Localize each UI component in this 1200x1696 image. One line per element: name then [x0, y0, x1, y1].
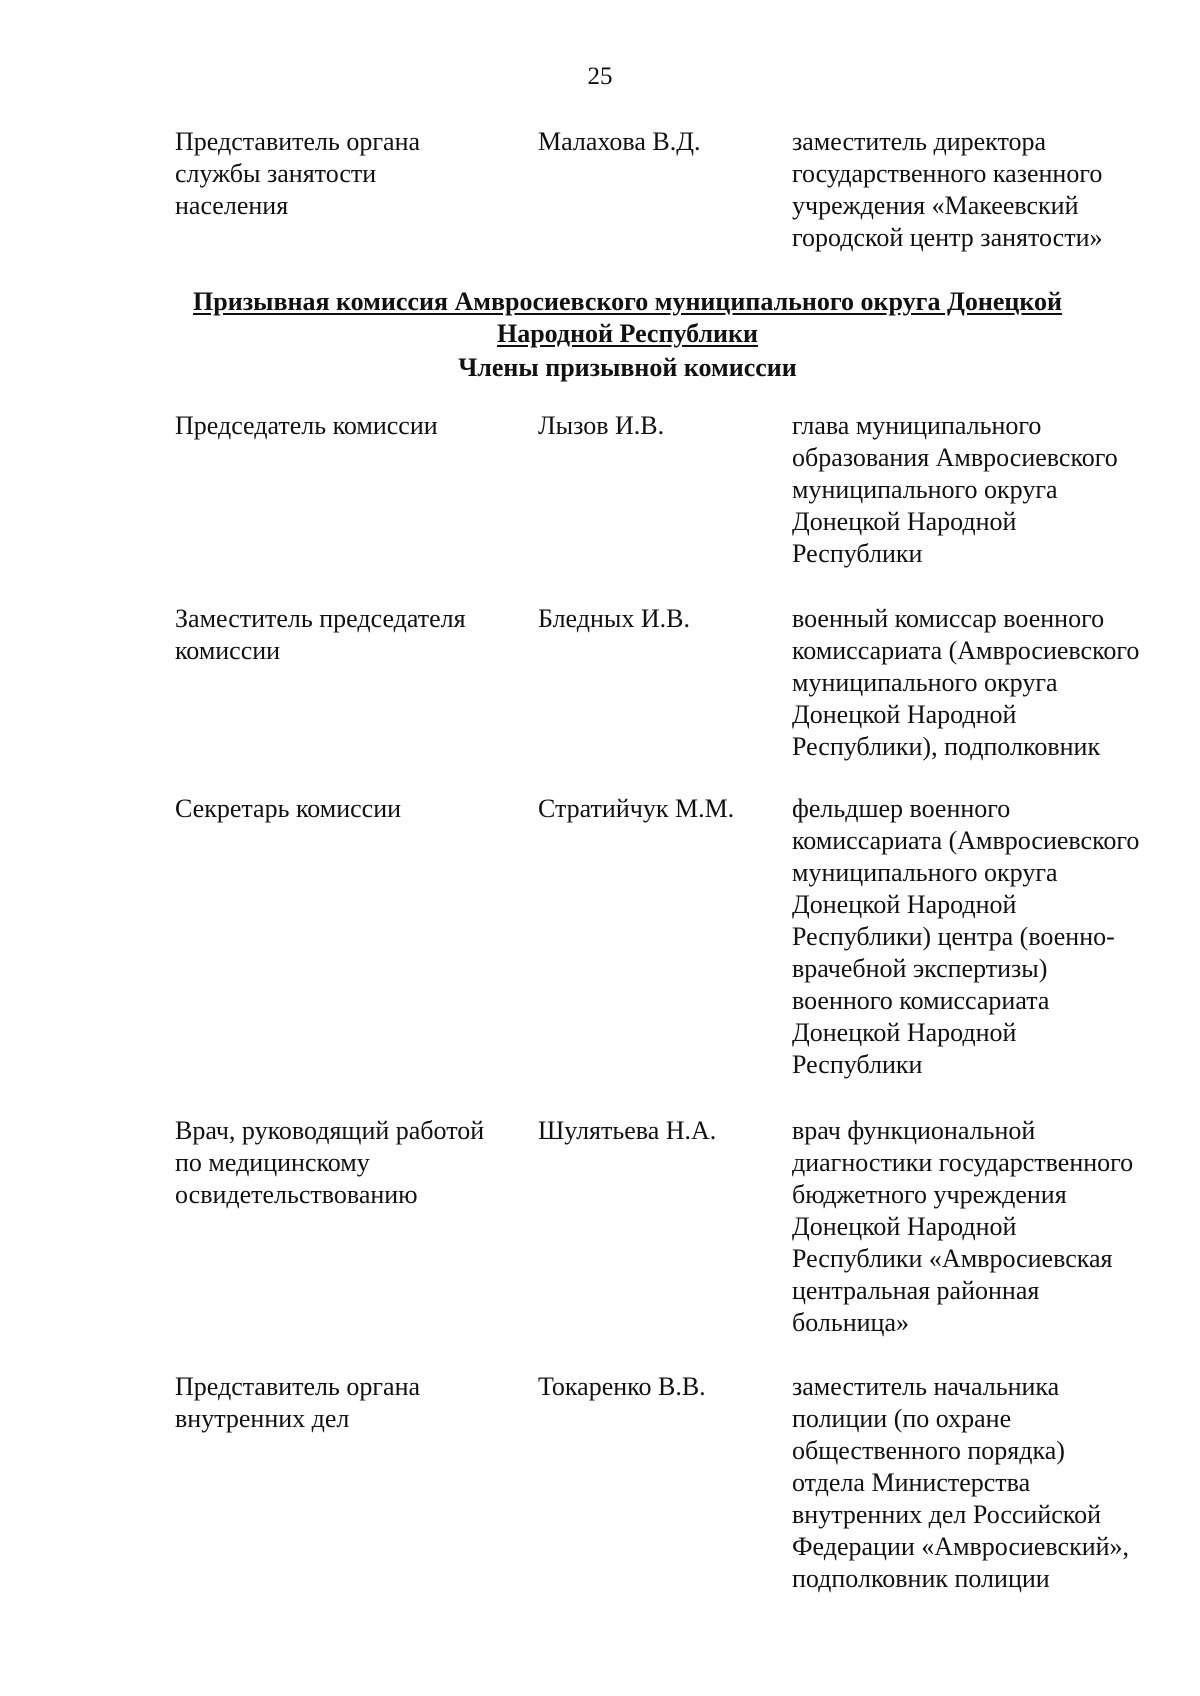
section-title-line1: Призывная комиссия Амвросиевского муниципального округа Донецкой [193, 287, 1062, 316]
member-name: Бледных И.В. [538, 604, 690, 633]
section-subtitle: Члены призывной комиссии [458, 353, 797, 382]
member-name: Стратийчук М.М. [538, 794, 735, 823]
member-role: Врач, руководящий работой по медицинскому освидетельствованию [175, 1116, 485, 1209]
section-title [0, 286, 1200, 350]
page-number: 25 [587, 63, 613, 90]
member-name: Шулятьева Н.А. [538, 1116, 717, 1145]
member-description: врач функциональной диагностики государственного бюджетного учреждения Донецкой Народной Республики «Амвросиевская центральная районная больница» [792, 1116, 1134, 1337]
entry-description: заместитель директора государственного казенного учреждения «Макеевский городской центр занятости» [792, 127, 1103, 252]
section-title-line2: Народной Республики [496, 319, 758, 348]
member-description: военный комиссар военного комиссариата (Амвросиевского муниципального округа Донецкой Народной Республики), подполковник [792, 604, 1140, 761]
member-name: Токаренко В.В. [538, 1372, 706, 1401]
member-description: фельдшер военного комиссариата (Амвросиевского муниципального округа Донецкой Народной Республики) центра (военно- врачебной экспертизы) военного комиссариата Донецкой Народной Республики [792, 794, 1140, 1079]
entry-role: Представитель органа службы занятости населения [175, 127, 421, 220]
member-role: Представитель органа внутренних дел [175, 1372, 421, 1433]
member-name: Лызов И.В. [538, 411, 665, 440]
member-role: Председатель комиссии [175, 411, 438, 440]
member-description: заместитель начальника полиции (по охране общественного порядка) отдела Министерства внутренних дел Российской Федерации «Амвросиевский», подполковник полиции [792, 1372, 1130, 1593]
member-role: Заместитель председателя комиссии [175, 604, 466, 665]
entry-name: Малахова В.Д. [538, 127, 701, 156]
member-description: глава муниципального образования Амвросиевского муниципального округа Донецкой Народной Республики [792, 411, 1118, 568]
member-role: Секретарь комиссии [175, 794, 402, 823]
